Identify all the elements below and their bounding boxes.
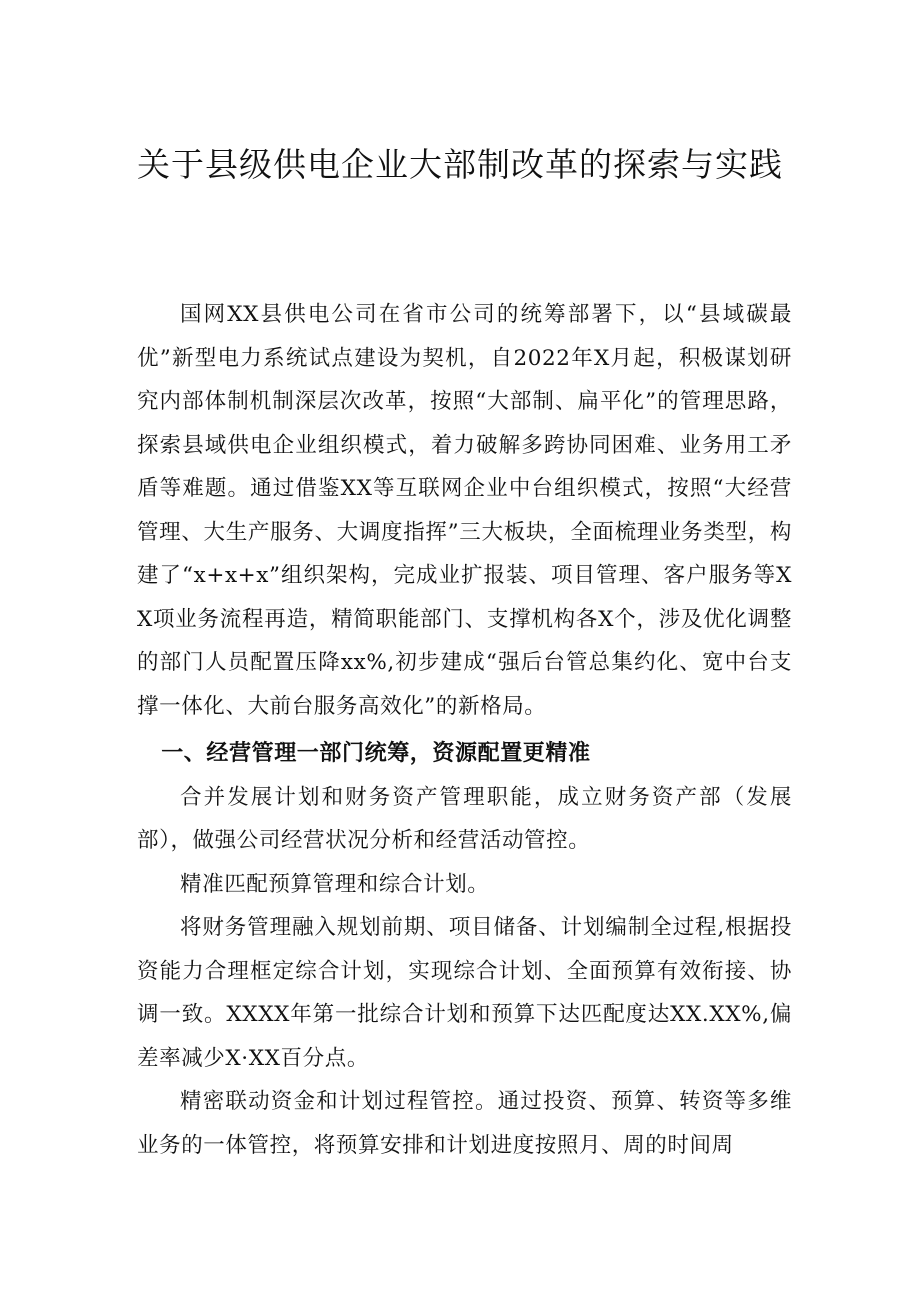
document-title: 关于县级供电企业大部制改革的探索与实践 bbox=[137, 145, 783, 184]
paragraph-finance-merge: 合并发展计划和财务资产管理职能，成立财务资产部（发展部），做强公司经营状况分析和经营活动管控。 bbox=[137, 784, 792, 853]
paragraph-finance-planning: 将财务管理融入规划前期、项目储备、计划编制全过程,根据投资能力合理框定综合计划，实现综合计划、全面预算有效衔接、协调一致。XXXX年第一批综合计划和预算下达匹配度达XX.XX%,偏差率减少X·XX百分点。 bbox=[137, 915, 792, 1071]
document-body bbox=[137, 293, 792, 1167]
paragraph-budget-match: 精准匹配预算管理和综合计划。 bbox=[180, 871, 490, 897]
paragraph-fund-control: 精密联动资金和计划过程管控。通过投资、预算、转资等多维业务的一体管控，将预算安排和计划进度按照月、周的时间周 bbox=[137, 1089, 792, 1158]
section-heading: 一、经营管理一部门统筹，资源配置更精准 bbox=[161, 741, 591, 766]
intro-paragraph: 国网XX县供电公司在省市公司的统筹部署下，以“县域碳最优”新型电力系统试点建设为契机，自2022年X月起，积极谋划研究内部体制机制深层次改革，按照“大部制、扁平化”的管理思路，探索县域供电企业组织模式，着力破解多跨协同困难、业务用工矛盾等难题。通过借鉴XX等互联网企业中台组织模式，按照“大经营管理、大生产服务、大调度指挥”三大板块，全面梳理业务类型，构建了“x+x+x”组织架构，完成业扩报装、项目管理、客户服务等XX项业务流程再造，精简职能部门、支撑机构各X个，涉及优化调整的部门人员配置压降xx%,初步建成“强后台管总集约化、宽中台支撑一体化、大前台服务高效化”的新格局。 bbox=[137, 302, 792, 719]
